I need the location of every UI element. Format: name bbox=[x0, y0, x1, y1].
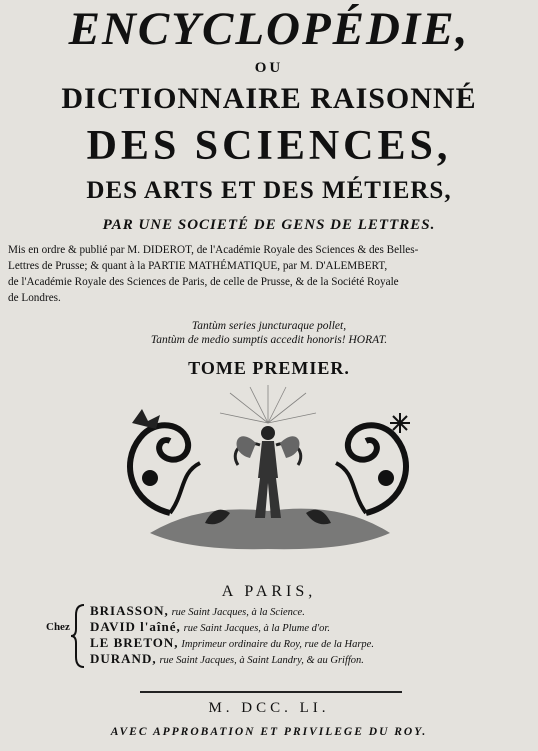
tome-label: TOME PREMIER. bbox=[188, 358, 350, 378]
publisher-name: BRIASSON, bbox=[90, 603, 169, 618]
publisher-address: Imprimeur ordinaire du Roy, rue de la Harpe. bbox=[181, 639, 374, 650]
publication-year: M. DCC. LI. bbox=[208, 700, 330, 716]
editor-line: de l'Académie Royale des Sciences de Paris, de celle de Prusse, & de la Société Royale bbox=[8, 276, 399, 288]
motto-line: Tantùm de medio sumptis accedit honoris! HORAT. bbox=[150, 334, 388, 346]
title-arts: DES ARTS ET DES MÉTIERS, bbox=[86, 177, 452, 204]
publisher-name: DAVID l'aîné, bbox=[90, 619, 181, 634]
publisher-line bbox=[90, 619, 330, 635]
publisher-name: LE BRETON, bbox=[90, 635, 179, 650]
title-sciences: DES SCIENCES, bbox=[86, 123, 452, 169]
royal-approval: AVEC APPROBATION ET PRIVILEGE DU ROY. bbox=[110, 726, 428, 738]
divider-rule bbox=[140, 691, 402, 693]
frontispiece-vignette-icon bbox=[110, 383, 426, 559]
chez-label: Chez bbox=[46, 621, 70, 633]
publisher-line bbox=[90, 651, 364, 667]
brace-icon bbox=[70, 603, 86, 669]
publisher-address: rue Saint Jacques, à Saint Landry, & au Griffon. bbox=[159, 655, 364, 666]
title-dictionnaire: DICTIONNAIRE RAISONNÉ bbox=[61, 82, 477, 115]
publisher-address: rue Saint Jacques, à la Plume d'or. bbox=[183, 623, 330, 634]
title-ou: OU bbox=[254, 60, 284, 76]
editor-line: de Londres. bbox=[8, 292, 61, 304]
motto-line: Tantùm series juncturaque pollet, bbox=[191, 320, 347, 332]
editor-line: Mis en ordre & publié par M. DIDEROT, de l'Académie Royale des Sciences & des Belles- bbox=[8, 244, 419, 256]
title-main: ENCYCLOPÉDIE, bbox=[68, 3, 470, 55]
publisher-line bbox=[90, 603, 305, 619]
publisher-line bbox=[90, 635, 374, 651]
editor-line: Lettres de Prusse; & quant à la PARTIE MATHÉMATIQUE, par M. D'ALEMBERT, bbox=[8, 260, 388, 272]
publisher-address: rue Saint Jacques, à la Science. bbox=[171, 607, 305, 618]
imprint-city: A PARIS, bbox=[221, 583, 317, 600]
title-authorship: PAR UNE SOCIETÉ DE GENS DE LETTRES. bbox=[102, 217, 436, 233]
publisher-name: DURAND, bbox=[90, 651, 157, 666]
